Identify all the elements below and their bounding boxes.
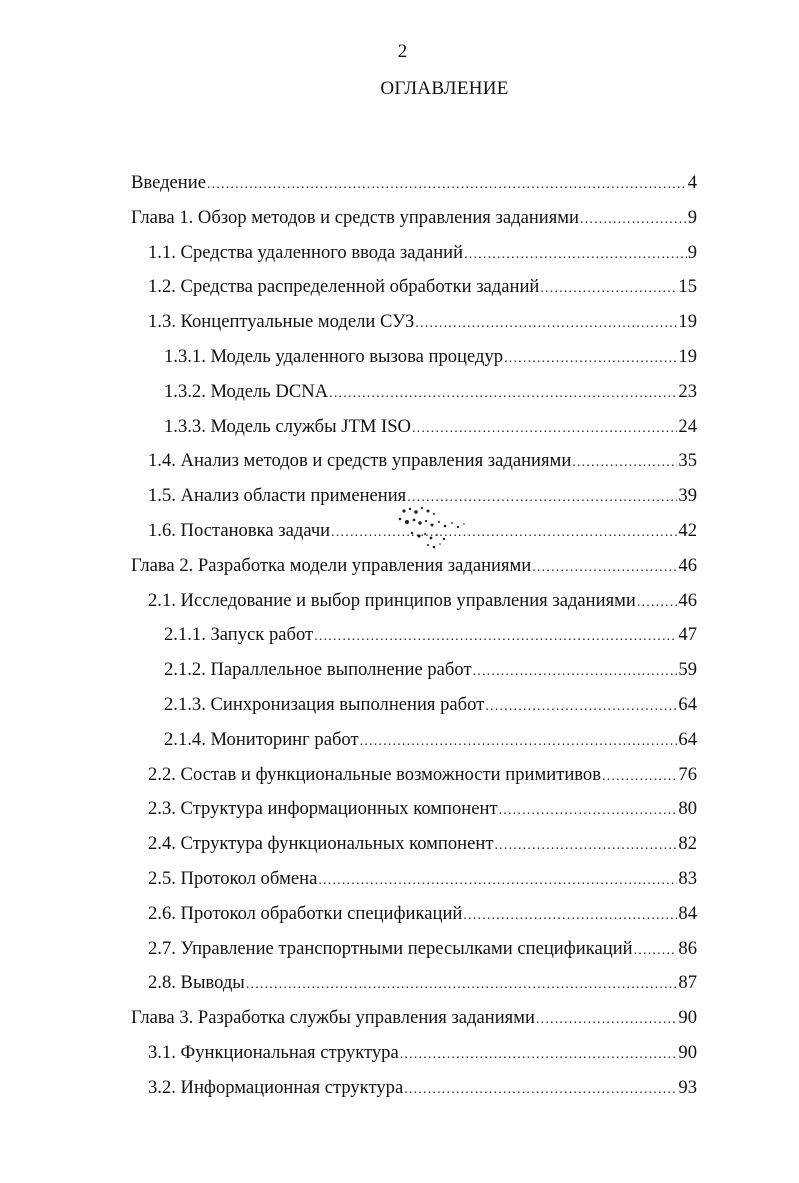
toc-dot-leader xyxy=(400,1038,678,1072)
toc-entry xyxy=(148,270,697,304)
toc-dot-leader xyxy=(532,551,677,585)
toc-dot-leader xyxy=(504,342,677,376)
toc-entry xyxy=(148,584,697,618)
toc-dot-leader xyxy=(360,725,678,759)
toc-entry xyxy=(148,1071,697,1105)
toc-entry-title: 2.5. Протокол обмена xyxy=(148,868,318,889)
toc-entry-page: 82 xyxy=(678,833,697,855)
toc-entry-title: 2.4. Структура функциональных компонент xyxy=(148,833,494,855)
toc-dot-leader xyxy=(499,794,678,828)
toc-entry-page: 80 xyxy=(678,798,697,820)
toc-entry-title: 2.3. Структура информационных компонент xyxy=(148,798,498,820)
toc-entry-title: 1.6. Постановка задачи xyxy=(148,520,331,541)
toc-entry-page: 46 xyxy=(678,589,697,611)
page-title: ОГЛАВЛЕНИЕ xyxy=(380,78,509,99)
toc-entry-title: 3.2. Информационная структура xyxy=(148,1076,404,1098)
toc-entry-page: 76 xyxy=(678,763,697,785)
toc-entry-title: 1.3.1. Модель удаленного вызова процедур xyxy=(164,346,504,367)
toc-dot-leader xyxy=(404,1073,677,1107)
toc-entry-title: 2.8. Выводы xyxy=(148,972,245,994)
toc-dot-leader xyxy=(536,1003,677,1037)
toc-entry-title: 1.2. Средства распределенной обработки заданий xyxy=(148,276,540,298)
toc-entry xyxy=(131,166,697,200)
toc-dot-leader xyxy=(314,620,677,654)
toc-entry-page: 93 xyxy=(678,1076,697,1098)
toc-entry-title: 2.1.1. Запуск работ xyxy=(164,624,314,646)
toc-entry-title: 3.1. Функциональная структура xyxy=(148,1042,399,1063)
toc-entry-title: 2.1.2. Параллельное выполнение работ xyxy=(164,659,472,681)
toc-entry-title: 1.4. Анализ методов и средств управления заданиями xyxy=(148,450,572,472)
toc-entry xyxy=(131,201,697,235)
toc-entry-page: 59 xyxy=(678,659,697,681)
toc-entry xyxy=(164,340,697,374)
toc-entry-title: 1.5. Анализ области применения xyxy=(148,485,407,507)
toc-entry xyxy=(148,897,697,931)
toc-dot-leader xyxy=(637,586,678,620)
toc-entry-title: Введение xyxy=(131,172,206,193)
toc-dot-leader xyxy=(464,238,687,272)
toc-entry xyxy=(164,618,697,652)
toc-entry-page: 86 xyxy=(678,937,697,959)
toc-entry xyxy=(148,758,697,792)
page-number: 2 xyxy=(397,41,408,62)
toc-dot-leader xyxy=(572,446,677,480)
toc-entry-title: 1.3.3. Модель службы JTM ISO xyxy=(164,415,411,437)
toc-dot-leader xyxy=(494,829,677,863)
toc-dot-leader xyxy=(331,516,677,550)
toc-entry xyxy=(148,305,697,339)
toc-entry-title: 1.3.2. Модель DCNA xyxy=(164,380,329,402)
toc-entry-title: 1.1. Средства удаленного ввода заданий xyxy=(148,241,464,263)
toc-entry-page: 39 xyxy=(678,485,697,507)
toc-dot-leader xyxy=(602,760,677,794)
toc-entry-page: 9 xyxy=(687,241,697,263)
toc-entry-page: 90 xyxy=(678,1042,697,1063)
toc-entry-page: 35 xyxy=(678,450,697,472)
toc-entry xyxy=(148,827,697,861)
toc-entry-page: 24 xyxy=(678,415,697,437)
toc-dot-leader xyxy=(540,272,677,306)
toc-entry xyxy=(148,862,697,896)
toc-entry-page: 15 xyxy=(678,276,697,298)
toc-dot-leader xyxy=(634,934,678,968)
toc-entry-page: 47 xyxy=(678,624,697,646)
toc-entry xyxy=(164,410,697,444)
toc-entry-title: 1.3. Концептуальные модели СУЗ xyxy=(148,311,415,333)
toc-entry-page: 19 xyxy=(678,311,697,333)
toc-entry-title: 2.1.3. Синхронизация выполнения работ xyxy=(164,694,485,715)
toc-dot-leader xyxy=(207,168,687,202)
toc-entry-page: 64 xyxy=(678,728,697,750)
toc-entry-page: 46 xyxy=(678,554,697,576)
toc-entry-title: 2.1.4. Мониторинг работ xyxy=(164,728,359,750)
toc-entry-page: 84 xyxy=(678,902,697,924)
toc-entry xyxy=(148,1036,697,1070)
toc-entry xyxy=(148,966,697,1000)
toc-dot-leader xyxy=(473,655,678,689)
toc-dot-leader xyxy=(246,968,678,1002)
toc-entry-title: 2.2. Состав и функциональные возможности примитивов xyxy=(148,763,602,785)
toc-entry-title: 2.7. Управление транспортными пересылками спецификаций xyxy=(148,937,633,959)
toc-entry-page: 90 xyxy=(678,1007,697,1029)
toc-entry-page: 87 xyxy=(678,972,697,994)
toc-entry xyxy=(164,653,697,687)
toc-entry xyxy=(164,688,697,722)
toc-entry xyxy=(148,236,697,270)
toc-entry-page: 83 xyxy=(678,868,697,889)
toc-entry-title: 2.1. Исследование и выбор принципов управления заданиями xyxy=(148,589,636,611)
toc-entry-page: 9 xyxy=(687,206,697,228)
toc-dot-leader xyxy=(329,377,677,411)
scan-smudge-mark xyxy=(392,503,484,553)
toc-entry xyxy=(131,549,697,583)
toc-dot-leader xyxy=(485,690,677,724)
toc-entry-page: 42 xyxy=(678,520,697,541)
toc-entry-title: Глава 2. Разработка модели управления заданиями xyxy=(131,554,532,576)
toc-dot-leader xyxy=(412,412,677,446)
toc-dot-leader xyxy=(318,864,677,898)
toc-entry-title: Глава 1. Обзор методов и средств управления заданиями xyxy=(131,206,579,228)
toc-entry-title: Глава 3. Разработка службы управления заданиями xyxy=(131,1007,535,1029)
toc-entry-page: 23 xyxy=(678,380,697,402)
toc-dot-leader xyxy=(580,203,687,237)
toc-dot-leader xyxy=(463,899,677,933)
toc-entry xyxy=(148,792,697,826)
toc-entry-page: 4 xyxy=(687,172,697,193)
toc-entry xyxy=(164,723,697,757)
toc-entry-title: 2.6. Протокол обработки спецификаций xyxy=(148,902,463,924)
toc-entry-page: 64 xyxy=(678,694,697,715)
toc-dot-leader xyxy=(415,307,677,341)
toc-entry xyxy=(148,444,697,478)
toc-entry-page: 19 xyxy=(678,346,697,367)
toc-entry xyxy=(131,1001,697,1035)
toc-entry xyxy=(148,932,697,966)
toc-entry xyxy=(164,375,697,409)
